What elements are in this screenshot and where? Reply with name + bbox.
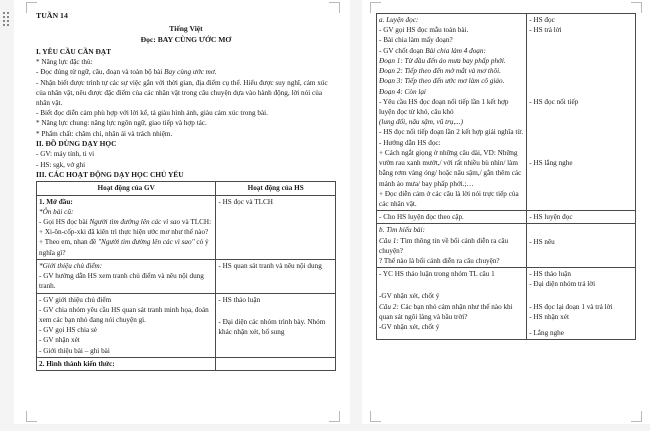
cell-line: - HS quan sát tranh và nêu nội dung — [218, 261, 322, 270]
lesson-title: Đọc: BAY CÙNG ƯỚC MƠ — [140, 34, 232, 44]
objective-line: - Đọc đúng từ ngữ, câu, đoạn và toàn bộ bài Bay cùng ước mơ. — [36, 68, 217, 77]
activities-table-body — [37, 195, 336, 371]
cell-line: - GV nhận xét — [39, 336, 80, 345]
cell-line: - HS luyện đọc — [529, 213, 573, 222]
cell-line: - HS trả lời — [529, 26, 562, 35]
cell-line: - GV chốt đoạn Bài chia làm 4 đoạn: — [379, 46, 486, 55]
left-page-content — [14, 0, 350, 371]
table-row — [37, 357, 336, 370]
activities-table-right — [376, 13, 636, 340]
cell-hs — [216, 259, 336, 293]
table-row — [37, 259, 336, 293]
handle-dot — [3, 12, 5, 14]
cell-line: - Đại diện nhóm trả lời — [529, 280, 596, 289]
handle-dot — [7, 16, 9, 18]
section-heading-2: II. ĐỒ DÙNG DẠY HỌC — [36, 138, 117, 148]
cell-line: - Hướng dẫn HS đọc: — [379, 138, 441, 147]
cell-line: -GV nhận xét, chốt ý — [379, 323, 440, 332]
cell-line: (lung đổi, nâu sậm, vũ trụ,...) — [379, 118, 464, 127]
cell-line: - HS đọc nối tiếp — [529, 98, 579, 107]
cell-line: + Cách ngắt giọng ở những câu dài, VD: Những vườn rau xanh mướt,/ với rất nhiều bù nhìn/ làm bằng rơm vàng óng/ hoặc nâu sậm,/ gắn thêm các mảnh áo mưa/ bay phấp phới.;… — [379, 148, 522, 188]
cell-line: ? Thế nào là bối cảnh diễn ra câu chuyện? — [379, 257, 500, 266]
cell-line: - GV hướng dẫn HS xem tranh chủ điểm và nêu nội dung tranh. — [39, 272, 204, 291]
cell-gv — [377, 14, 527, 211]
cell-hs — [527, 268, 636, 340]
cell-line: Câu 1: Tìm thông tin về bối cảnh diễn ra câu chuyện? — [379, 236, 509, 255]
handle-dot — [7, 20, 9, 22]
cell-spacer — [529, 290, 633, 302]
cell-line: - Lắng nghe — [529, 329, 564, 338]
cell-line: 1. Mở đầu: — [39, 197, 73, 206]
cell-line: - HS nhận xét — [529, 312, 569, 321]
cell-line: - HS đọc nối tiếp đoạn lần 2 kết hợp giải nghĩa từ. — [379, 128, 524, 137]
column-header-gv: Hoạt động của GV — [37, 182, 216, 195]
crop-mark-bottom-right — [631, 411, 642, 422]
cell-line: - HS nêu — [529, 238, 555, 247]
cell-line: - Bài chia làm mấy đoạn? — [379, 36, 453, 45]
cell-hs — [527, 224, 636, 268]
table-row — [37, 293, 336, 357]
week-title: TUẦN 14 — [36, 11, 68, 20]
objective-line: - Biết đọc diễn cảm phù hợp với lời kể, tả giàu hình ảnh, giàu cảm xúc trong bài. — [36, 109, 268, 118]
cell-gv — [37, 259, 216, 293]
cell-spacer — [529, 108, 633, 158]
cell-line: - HS đọc lại đoạn 1 và trả lời — [529, 302, 613, 311]
cell-spacer — [529, 35, 633, 97]
objective-line: * Phẩm chất: chăm chỉ, nhân ái và trách nhiệm. — [36, 129, 173, 138]
handle-dot — [3, 24, 5, 26]
objective-line: * Năng lực chung: năng lực ngôn ngữ, giao tiếp và hợp tác. — [36, 119, 207, 128]
cell-line: - HS đọc — [529, 16, 555, 24]
subject-title: Tiếng Việt — [169, 24, 203, 34]
table-header-row — [37, 182, 336, 195]
equipment-line: - GV: máy tính, ti vi — [36, 150, 95, 159]
cell-line: + Đọc diễn cảm ở các câu là lời nói trực tiếp của các nhân vật. — [379, 189, 519, 208]
crop-mark-bottom-left — [370, 411, 381, 422]
cell-line: - HS thảo luận — [218, 295, 261, 304]
handle-dot — [3, 20, 5, 22]
book-title-italic: Bay cùng ước mơ — [164, 68, 215, 77]
cell-line: *Giới thiệu chủ điểm: — [39, 261, 103, 270]
handle-dot — [7, 12, 9, 14]
cell-line: Đoạn 2: Tiếp theo đến mở mắt và mơ thôi. — [379, 67, 501, 76]
activities-table-left — [36, 181, 336, 371]
equipment-line: - HS: sgk, vở ghi — [36, 160, 86, 169]
objective-line: * Năng lực đặc thù: — [36, 58, 93, 67]
handle-dot — [7, 24, 9, 26]
cell-spacer — [379, 279, 524, 291]
cell-hs — [216, 195, 336, 259]
crop-mark-bottom-right — [329, 411, 340, 422]
cell-line: - Đại diện các nhóm trình bày. Nhóm khác nhận xét, bổ sung — [218, 317, 326, 336]
document-page-right — [362, 0, 650, 424]
column-header-hs: Hoạt động của HS — [216, 182, 336, 195]
drag-handle-icon[interactable] — [3, 12, 12, 28]
cell-line: - GV giới thiệu chủ điểm — [39, 295, 112, 304]
cell-line: - Yêu cầu HS đọc đoạn nối tiếp lần 1 kết hợp luyện đọc từ khó, câu khó — [379, 97, 509, 116]
right-page-content — [362, 0, 650, 340]
cell-gv — [37, 357, 216, 370]
cell-line: -GV nhận xét, chốt ý — [379, 292, 440, 301]
cell-gv — [37, 195, 216, 259]
cell-gv — [377, 268, 527, 340]
cell-line: b. Tìm hiểu bài: — [379, 226, 425, 235]
section-heading-3: III. CÁC HOẠT ĐỘNG DẠY HỌC CHỦ YẾU — [36, 169, 184, 179]
crop-mark-bottom-left — [26, 411, 37, 422]
cell-line: Đoạn 3: Tiếp theo đến ước mơ làm cô giáo. — [379, 77, 505, 86]
cell-line: - HS lắng nghe — [529, 158, 573, 167]
cell-line: + Theo em, nhan đề "Người tìm đường lên các vì sao" có ý nghĩa gì? — [39, 238, 209, 257]
cell-line: Câu 2: Các bạn nhỏ cảm nhận như thế nào khi quan sát ngôi làng và bầu trời? — [379, 302, 513, 321]
handle-dot — [3, 16, 5, 18]
table-row — [377, 211, 636, 224]
cell-hs — [216, 357, 336, 370]
cell-line: - Giới thiệu bài – ghi bài — [39, 346, 110, 355]
document-page-left — [14, 0, 350, 424]
table-row — [377, 224, 636, 268]
cell-line: + Xi-ôn-cốp-xki đã kiên trì thực hiện ước mơ như thế nào? — [39, 228, 209, 237]
cell-line: a. Luyện đọc: — [379, 16, 419, 24]
activities-table-body — [377, 14, 636, 340]
table-row — [377, 14, 636, 211]
cell-line: - GV gọi HS đọc mẫu toàn bài. — [379, 26, 469, 35]
cell-gv — [377, 211, 527, 224]
cell-line: 2. Hình thành kiến thức: — [39, 359, 115, 368]
section-heading-1: I. YÊU CẦU CẦN ĐẠT — [36, 46, 112, 56]
cell-line: - Cho HS luyện đọc theo cặp. — [379, 213, 464, 222]
cell-hs — [216, 293, 336, 357]
cell-hs — [527, 14, 636, 211]
cell-line: - GV chia nhóm yêu cầu HS quan sát tranh minh họa, đoán xem các bạn nhỏ đang nói chuyện gì. — [39, 305, 209, 324]
cell-line: - GV gọi HS chia sẻ — [39, 326, 97, 335]
cell-line: Đoạn 4: Còn lại — [379, 87, 426, 96]
objective-line: - Nhận biết được trình tự các sự việc gắn với thời gian, địa điểm cụ thể. Hiểu được suy nghĩ, cảm xúc của nhân vật, nêu được đặc điểm của các nhân vật trong câu chuyện dựa vào hành động, lời nói của nhân vật. — [36, 78, 328, 108]
cell-gv — [37, 293, 216, 357]
cell-gv — [377, 224, 527, 268]
cell-hs — [527, 211, 636, 224]
cell-line: - YC HS thảo luận trong nhóm TL câu 1 — [379, 270, 495, 279]
table-row — [377, 268, 636, 340]
table-row — [37, 195, 336, 259]
cell-line: Đoạn 1: Từ đầu đến áo mưa bay phấp phới. — [379, 56, 506, 65]
cell-line: - Gọi HS đọc bài Người tìm đường lên các vì sao và TLCH: — [39, 218, 212, 227]
cell-line: - HS đọc và TLCH — [218, 197, 273, 206]
cell-line: *Ôn bài cũ: — [39, 207, 74, 216]
cell-line: - HS thảo luận — [529, 270, 571, 279]
